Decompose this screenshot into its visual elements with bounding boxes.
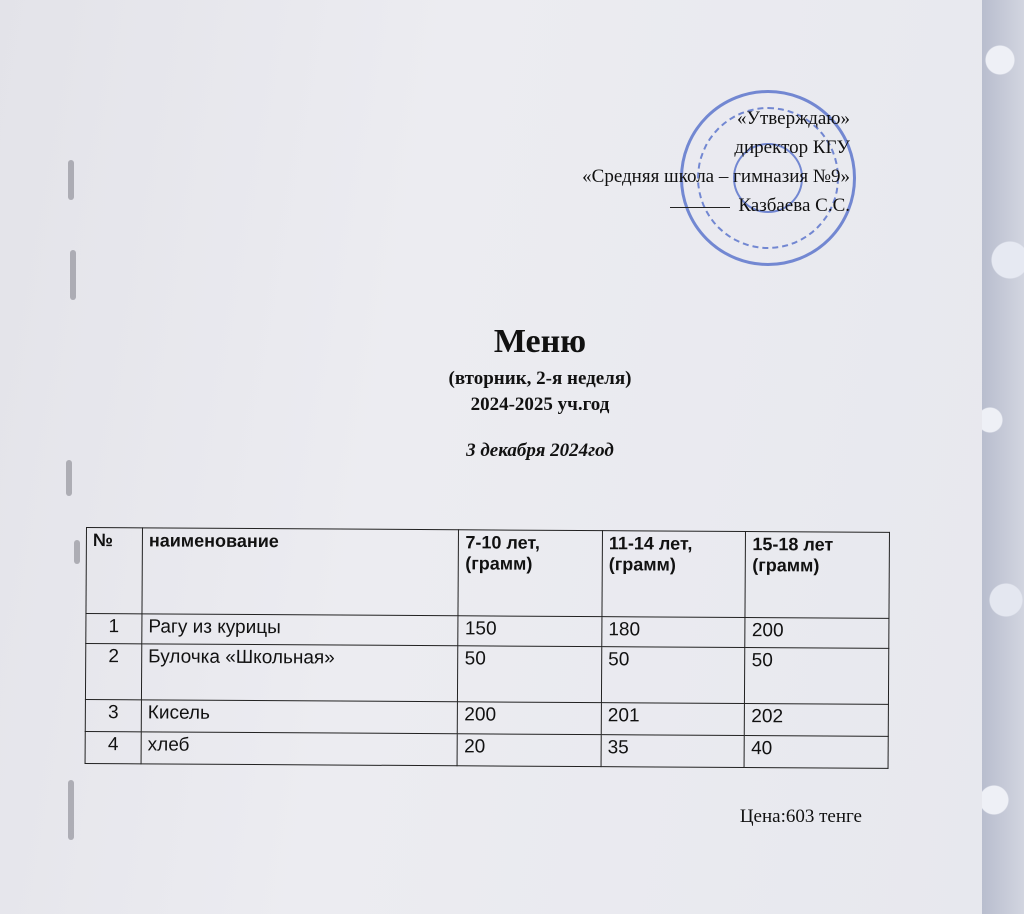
table-header-row	[86, 528, 890, 619]
cell-number: 1	[86, 614, 142, 644]
cell-value: 50	[601, 647, 745, 704]
subtitle-year: 2024-2025 уч.год	[470, 394, 610, 415]
cell-value: 200	[745, 618, 889, 649]
menu-date: 3 декабря 2024год	[466, 440, 614, 461]
cell-name: Булочка «Школьная»	[141, 644, 458, 702]
table-row	[85, 644, 888, 705]
approval-school: «Средняя школа – гимназия №9»	[582, 166, 850, 187]
cell-value: 150	[458, 616, 602, 647]
subtitle-day: (вторник, 2-я неделя)	[448, 368, 632, 389]
table-row	[85, 731, 888, 768]
approval-block	[582, 104, 850, 220]
cell-value: 40	[745, 736, 889, 769]
cell-value: 180	[602, 617, 746, 648]
table-row	[86, 614, 889, 649]
cell-value: 202	[745, 704, 889, 737]
cell-value: 50	[745, 648, 889, 705]
cell-name: Рагу из курицы	[142, 614, 459, 646]
header-age-15-18: 15-18 лет (грамм)	[745, 532, 889, 619]
cell-number: 3	[85, 699, 141, 731]
cell-name: хлеб	[141, 732, 458, 766]
cell-value: 50	[458, 646, 602, 703]
cell-value: 20	[458, 734, 602, 767]
title-block	[380, 318, 700, 462]
cell-value: 200	[458, 702, 602, 735]
table-row	[85, 699, 888, 736]
cell-value: 35	[601, 735, 745, 768]
page-title: Меню	[493, 323, 587, 360]
background-fabric	[980, 0, 1024, 914]
approval-position: директор КГУ	[734, 137, 850, 158]
cell-value: 201	[601, 703, 745, 736]
header-name: наименование	[142, 528, 459, 616]
header-age-7-10: 7-10 лет, (грамм)	[458, 530, 602, 617]
price-label: Цена:603 тенге	[739, 806, 862, 827]
header-age-11-14: 11-14 лет, (грамм)	[602, 531, 746, 618]
binder-marks	[62, 0, 92, 914]
header-number: №	[86, 528, 142, 614]
cell-number: 4	[85, 731, 141, 763]
cell-number: 2	[85, 644, 141, 700]
signature-line	[670, 207, 730, 208]
approval-name: Казбаева С.С.	[738, 195, 850, 216]
cell-name: Кисель	[141, 700, 458, 734]
approval-title: «Утверждаю»	[737, 108, 850, 129]
menu-table	[85, 527, 890, 769]
